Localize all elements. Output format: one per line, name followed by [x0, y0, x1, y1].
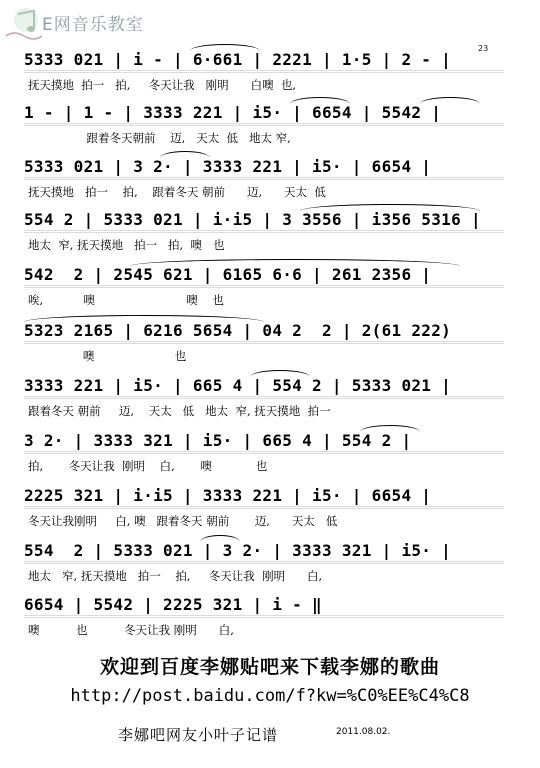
- slur-arc: [24, 315, 264, 322]
- footer-credit: 李娜吧网友小叶子记谱: [118, 726, 279, 744]
- score-lyric-row: 噢 也 冬天让我 刚明 白,: [28, 623, 234, 637]
- slur-arc: [160, 151, 210, 158]
- score-lyric-row: 地太 窄, 抚天摸地 拍一 拍, 噢 也: [28, 238, 225, 252]
- score-notes-row: 5333 021 | i - | 6·661 | 2221 | 1·5 | 2 - |: [24, 50, 504, 72]
- footer-date: 2011.08.02.: [336, 727, 391, 737]
- score-lyric-row: 噢 也: [28, 349, 187, 363]
- slur-arc: [130, 259, 460, 266]
- score-notes-row: 2225 321 | i·i5 | 3333 221 | i5· | 6654 |: [24, 486, 504, 508]
- slur-arc: [290, 97, 350, 104]
- slur-arc: [250, 370, 310, 377]
- slur-arc: [420, 97, 480, 104]
- score-lyric-row: 冬天让我刚明 白, 噢 跟着冬天 朝前 迈, 天太 低: [28, 514, 338, 528]
- score-lyric-row: 抚天摸地 拍一 拍, 跟着冬天 朝前 迈, 天太 低: [28, 185, 326, 199]
- score-lyric-row: 跟着冬天 朝前 迈, 天太 低 地太 窄, 抚天摸地 拍一: [28, 404, 331, 418]
- slur-arc: [360, 425, 420, 432]
- score-notes-row: 3 2· | 3333 321 | i5· | 665 4 | 554 2 |: [24, 431, 504, 453]
- score-notes-row: 6654 | 5542 | 2225 321 | i - ‖: [24, 595, 504, 617]
- score-lyric-row: 跟着冬天朝前 迈, 天太 低 地太 窄,: [28, 131, 291, 145]
- score-lyric-row: 地太 窄, 抚天摸地 拍一 拍, 冬天让我 刚明 白,: [28, 569, 323, 583]
- score-notes-row: 554 2 | 5333 021 | i·i5 | 3 3556 | i356 5316 |: [24, 210, 504, 232]
- score-notes-row: 5323 2165 | 6216 5654 | 04 2 2 | 2(61 222): [24, 321, 504, 343]
- footer-url: http://post.baidu.com/f?kw=%C0%EE%C4%C8: [70, 686, 470, 706]
- footer-banner: 欢迎到百度李娜贴吧来下载李娜的歌曲: [99, 656, 440, 678]
- score-notes-row: 554 2 | 5333 021 | 3 2· | 3333 321 | i5· |: [24, 541, 504, 563]
- score-lyric-row: 抚天摸地 拍一 拍, 冬天让我 刚明 白噢 也,: [28, 78, 297, 92]
- score-lyric-row: 拍, 冬天让我 刚明 白, 噢 也: [28, 459, 268, 473]
- score-notes-row: 542 2 | 2545 621 | 6165 6·6 | 261 2356 |: [24, 265, 504, 287]
- logo-text: E网音乐教室: [42, 15, 144, 35]
- score-lyric-row: 唉, 噢 噢 也: [28, 293, 224, 307]
- slur-arc: [190, 44, 260, 51]
- score-notes-row: 1 - | 1 - | 3333 221 | i5· | 6654 | 5542 |: [24, 103, 504, 125]
- score-notes-row: 5333 021 | 3 2· | 3333 221 | i5· | 6654 |: [24, 157, 504, 179]
- slur-arc: [300, 204, 480, 211]
- score-notes-row: 3333 221 | i5· | 665 4 | 554 2 | 5333 021 |: [24, 376, 504, 398]
- slur-arc: [200, 535, 240, 542]
- tempo-mark: 23: [478, 44, 489, 53]
